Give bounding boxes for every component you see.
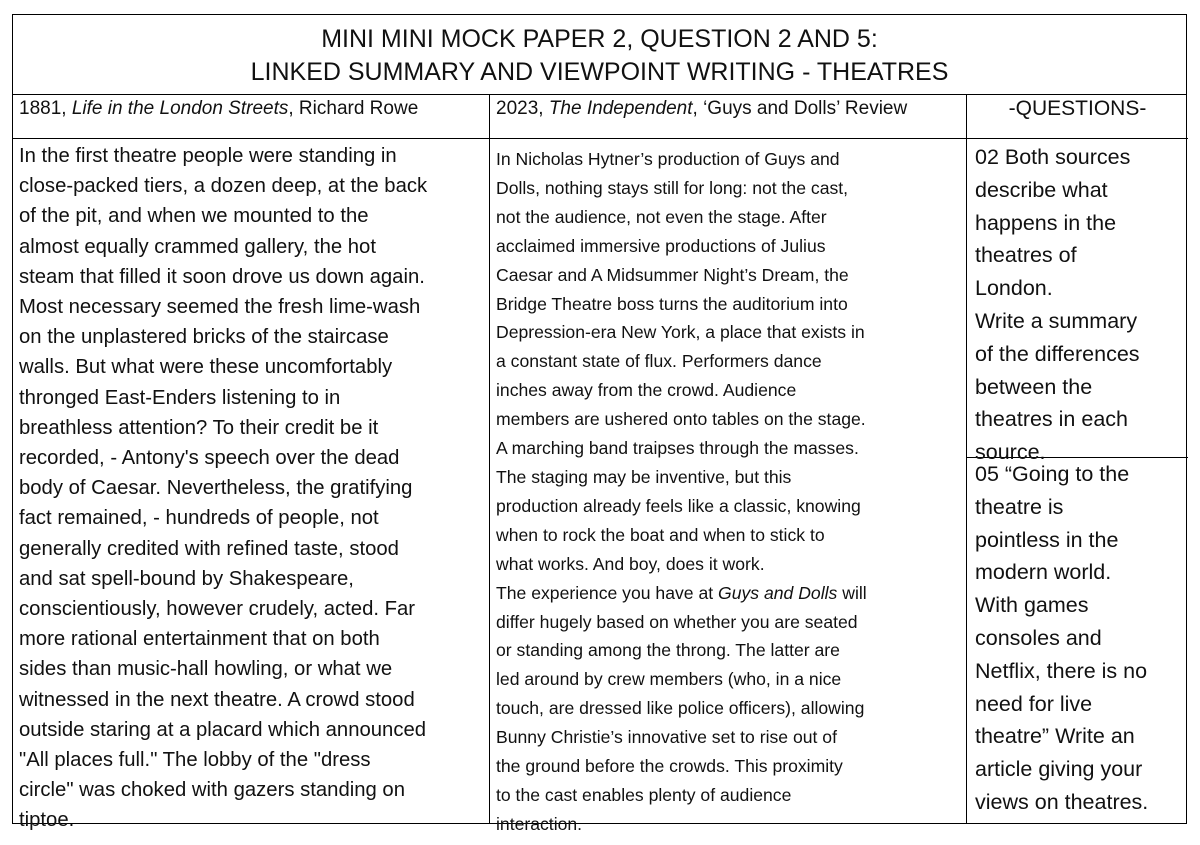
text-line: almost equally crammed gallery, the hot: [19, 235, 376, 258]
text-line: theatres of: [975, 243, 1077, 268]
title-line-2: LINKED SUMMARY AND VIEWPOINT WRITING - THEATRES: [250, 58, 949, 86]
text-line: what works. And boy, does it work.: [496, 553, 765, 574]
source2-title: The Independent: [548, 98, 693, 119]
text-line: circle" was choked with gazers standing on: [19, 779, 405, 802]
text-line: thronged East-Enders listening to in: [19, 386, 341, 409]
text-span: The experience you have at: [496, 582, 719, 603]
text-line: outside staring at a placard which announced: [19, 718, 427, 741]
text-line: of the differences: [975, 341, 1140, 366]
text-line: conscientiously, however crudely, acted. Far: [19, 598, 416, 621]
title-line-1: MINI MINI MOCK PAPER 2, QUESTION 2 AND 5:: [321, 25, 878, 53]
text-line: "All places full." The lobby of the "dress: [19, 749, 371, 772]
text-line: recorded, - Antony's speech over the dead: [19, 447, 400, 470]
text-line: theatre is: [975, 494, 1064, 519]
text-line: body of Caesar. Nevertheless, the gratifying: [19, 477, 413, 500]
text-line: on the unplastered bricks of the staircase: [19, 326, 389, 349]
text-line: generally credited with refined taste, stood: [19, 537, 399, 560]
source2-header: [490, 95, 967, 139]
text-line: source.: [975, 440, 1046, 465]
text-line: members are ushered onto tables on the stage.: [496, 409, 866, 430]
text-line: witnessed in the next theatre. A crowd stood: [19, 688, 415, 711]
text-line: describe what: [975, 177, 1108, 202]
source2-line: [496, 579, 959, 608]
text-line: Depression-era New York, a place that exists in: [496, 322, 865, 343]
text-line: happens in the: [975, 210, 1117, 235]
text-line: consoles and: [975, 625, 1102, 650]
text-line: differ hugely based on whether you are seated: [496, 611, 858, 632]
text-line: Dolls, nothing stays still for long: not the cast,: [496, 177, 849, 198]
text-line: interaction.: [496, 813, 583, 834]
text-line: article giving your: [975, 757, 1143, 782]
text-line: more rational entertainment that on both: [19, 628, 380, 651]
text-line: modern world.: [975, 560, 1112, 585]
text-line: tiptoe.: [19, 809, 75, 832]
source1-title: Life in the London Streets: [71, 98, 289, 119]
text-line: Caesar and A Midsummer Night’s Dream, the: [496, 264, 849, 285]
text-line: need for live: [975, 691, 1093, 716]
text-line: led around by crew members (who, in a nice: [496, 669, 842, 690]
text-line: Bridge Theatre boss turns the auditorium into: [496, 293, 848, 314]
text-line: sides than music-hall howling, or what we: [19, 658, 393, 681]
show-title: Guys and Dolls: [718, 582, 838, 603]
text-line: close-packed tiers, a dozen deep, at the back: [19, 175, 428, 198]
text-line: touch, are dressed like police officers), allowing: [496, 698, 865, 719]
text-line: the ground before the crowds. This proximity: [496, 756, 843, 777]
text-line: inches away from the crowd. Audience: [496, 380, 797, 401]
text-line: not the audience, not even the stage. After: [496, 206, 827, 227]
text-line: With games: [975, 593, 1089, 618]
text-line: Bunny Christie’s innovative set to rise out of: [496, 727, 837, 748]
source2-rest: , ‘Guys and Dolls’ Review: [692, 98, 908, 119]
text-line: theatres in each: [975, 407, 1128, 432]
text-line: breathless attention? To their credit be it: [19, 416, 379, 439]
questions-header: -QUESTIONS-: [967, 95, 1188, 139]
text-line: between the: [975, 374, 1093, 399]
worksheet: [12, 14, 1187, 834]
text-line: of the pit, and when we mounted to the: [19, 205, 369, 228]
text-span: will: [837, 582, 867, 603]
question-05: [967, 458, 1188, 819]
text-line: production already feels like a classic, knowing: [496, 495, 861, 516]
text-line: views on theatres.: [975, 789, 1149, 814]
text-line: 05 “Going to the: [975, 462, 1130, 486]
text-line: Most necessary seemed the fresh lime-wash: [19, 296, 421, 319]
source1-header: [13, 95, 490, 139]
source2-year: 2023,: [496, 98, 549, 119]
text-line: a constant state of flux. Performers dance: [496, 351, 822, 372]
text-line: London.: [975, 276, 1053, 301]
text-line: Netflix, there is no: [975, 658, 1148, 683]
text-line: In the first theatre people were standing in: [19, 145, 397, 167]
text-line: In Nicholas Hytner’s production of Guys and: [496, 149, 840, 169]
text-line: and sat spell-bound by Shakespeare,: [19, 567, 354, 590]
source2-text: [490, 139, 965, 845]
text-line: theatre” Write an: [975, 724, 1135, 749]
source1-year: 1881,: [19, 98, 72, 119]
source1-text: [13, 139, 488, 838]
text-line: steam that filled it soon drove us down again.: [19, 265, 425, 288]
page-title: [13, 15, 1186, 95]
question-02: [967, 139, 1188, 465]
text-line: Write a summary: [975, 308, 1138, 333]
text-line: fact remained, - hundreds of people, not: [19, 507, 379, 530]
text-line: walls. But what were these uncomfortably: [19, 356, 393, 379]
source1-author: , Richard Rowe: [288, 98, 419, 119]
text-line: A marching band traipses through the masses.: [496, 438, 859, 459]
text-line: to the cast enables plenty of audience: [496, 784, 792, 805]
text-line: when to rock the boat and when to stick to: [496, 524, 825, 545]
text-line: or standing among the throng. The latter are: [496, 640, 840, 661]
text-line: pointless in the: [975, 527, 1119, 552]
text-line: 02 Both sources: [975, 145, 1131, 169]
text-line: The staging may be inventive, but this: [496, 466, 792, 487]
text-line: acclaimed immersive productions of Julius: [496, 235, 826, 256]
